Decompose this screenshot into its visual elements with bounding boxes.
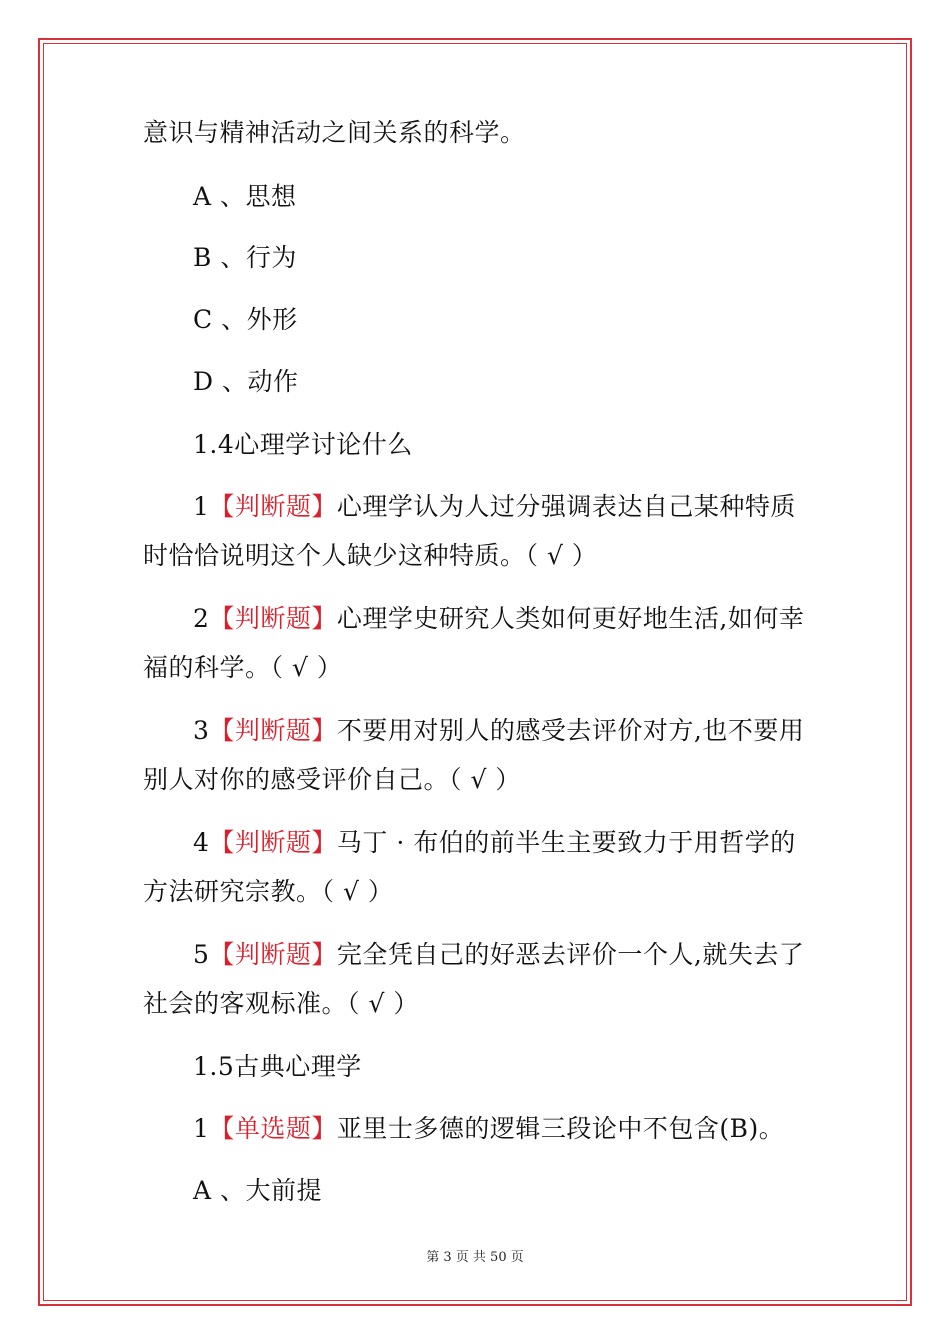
option-b: B 、行为 [193, 243, 297, 272]
question-number: 1 [193, 492, 210, 521]
option-a: A 、大前提 [193, 1176, 323, 1205]
question-number: 1 [193, 1114, 210, 1143]
question-text: 马丁 · 布伯的前半生主要致力于用哲学的 [336, 828, 796, 857]
question-number: 5 [193, 940, 210, 969]
question-1-continuation: 时恰恰说明这个人缺少这种特质。（ √ ） [143, 541, 598, 570]
paragraph-line: 意识与精神活动之间关系的科学。 [143, 118, 526, 147]
question-type-tag: 【判断题】 [209, 940, 337, 969]
question-2 [193, 604, 804, 634]
section-heading-1-5: 1.5古典心理学 [193, 1052, 362, 1081]
question-type-tag: 【判断题】 [209, 828, 337, 857]
option-c: C 、外形 [193, 305, 298, 334]
question-text: 心理学史研究人类如何更好地生活,如何幸 [336, 604, 805, 633]
question-4 [193, 828, 796, 858]
section-heading-1-4: 1.4心理学讨论什么 [193, 430, 413, 459]
question-number: 3 [193, 716, 210, 745]
question-number: 4 [193, 828, 210, 857]
option-d: D 、动作 [193, 367, 299, 396]
question-text: 心理学认为人过分强调表达自己某种特质 [336, 492, 796, 521]
question-3 [193, 716, 804, 746]
question-2-continuation: 福的科学。（ √ ） [143, 653, 343, 682]
question-type-tag: 【判断题】 [209, 716, 337, 745]
question-5-continuation: 社会的客观标准。（ √ ） [143, 989, 419, 1018]
single-choice-question-1 [193, 1114, 784, 1144]
page-footer: 第 3 页 共 50 页 [426, 1250, 524, 1265]
question-type-tag: 【单选题】 [209, 1114, 337, 1143]
question-4-continuation: 方法研究宗教。（ √ ） [143, 877, 394, 906]
question-text: 不要用对别人的感受去评价对方,也不要用 [336, 716, 805, 745]
question-text: 亚里士多德的逻辑三段论中不包含(B)。 [336, 1114, 785, 1143]
question-5 [193, 940, 804, 970]
question-3-continuation: 别人对你的感受评价自己。（ √ ） [143, 765, 521, 794]
question-number: 2 [193, 604, 210, 633]
question-1 [193, 492, 796, 522]
option-a: A 、思想 [193, 182, 297, 211]
question-type-tag: 【判断题】 [209, 604, 337, 633]
question-text: 完全凭自己的好恶去评价一个人,就失去了 [336, 940, 805, 969]
question-type-tag: 【判断题】 [209, 492, 337, 521]
